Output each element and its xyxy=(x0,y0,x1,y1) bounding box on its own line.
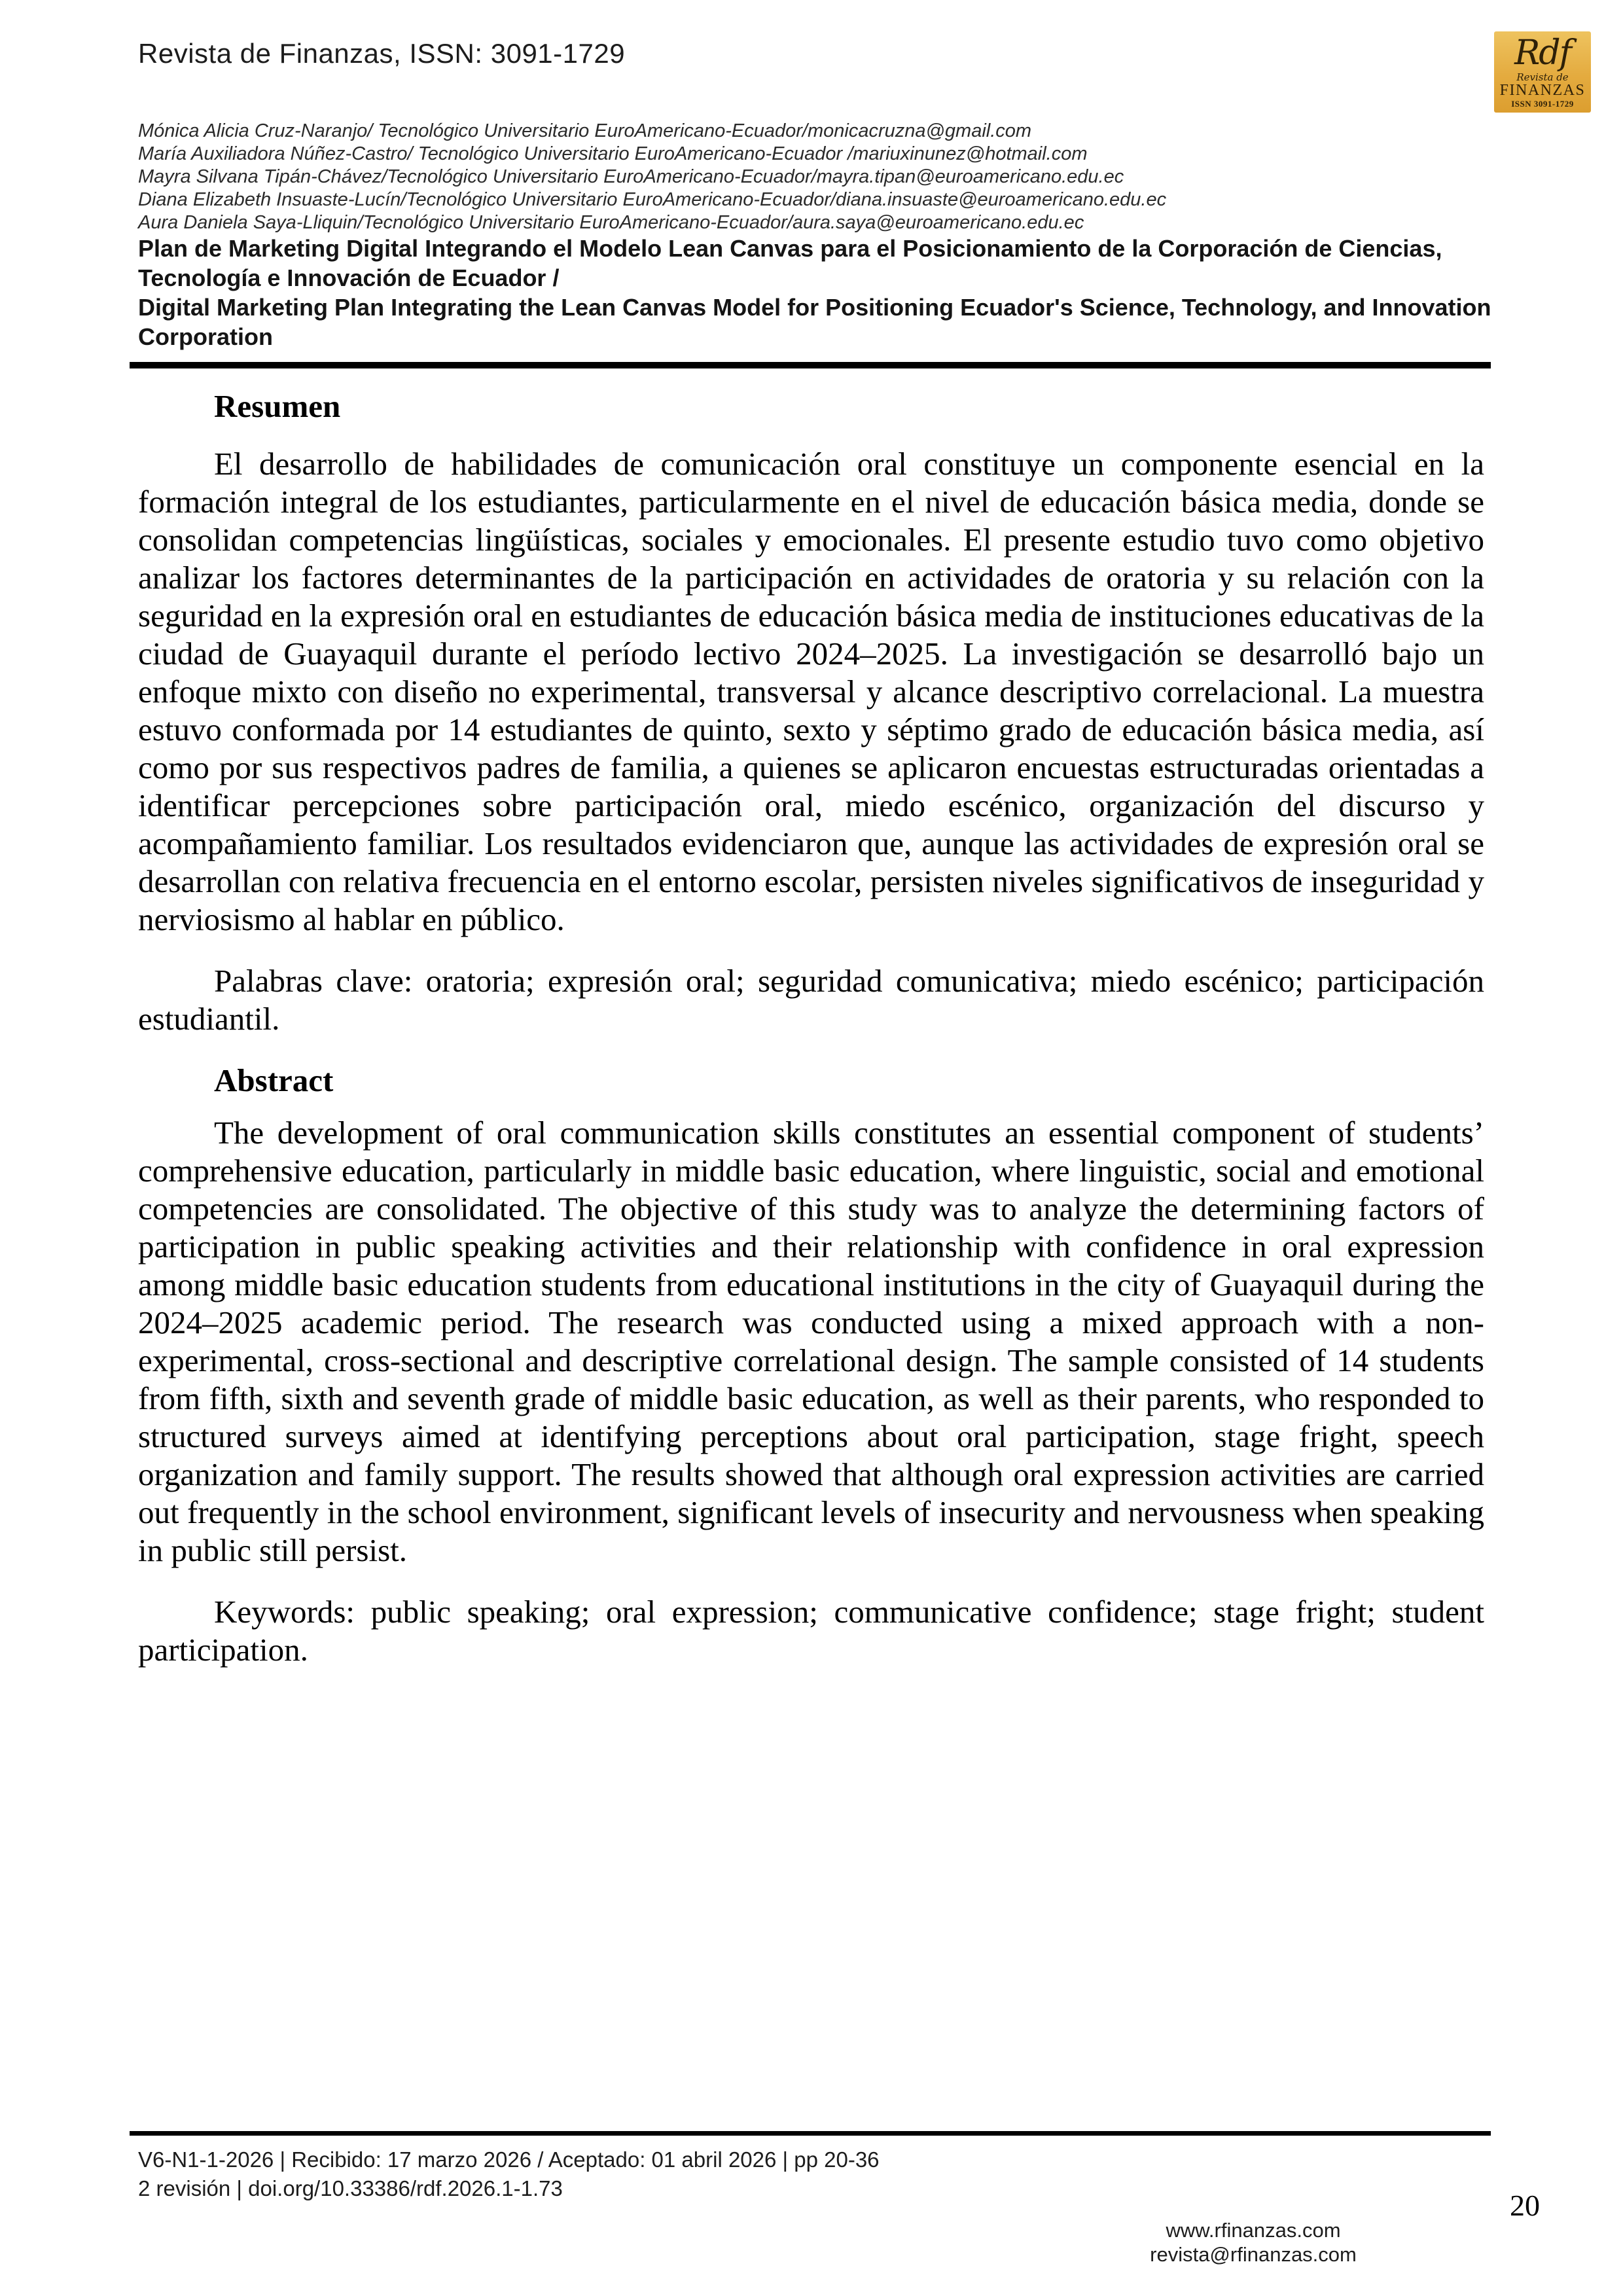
title-english: Digital Marketing Plan Integrating the Lean Canvas Model for Positioning Ecuador's Science, Technology, and Innovation Corporation xyxy=(138,294,1491,350)
journal-name: Revista de Finanzas, ISSN: 3091-1729 xyxy=(138,38,626,69)
website-link[interactable]: www.rfinanzas.com xyxy=(1166,2219,1341,2242)
footer-divider-rule xyxy=(130,2131,1491,2136)
resumen-paragraph: El desarrollo de habilidades de comunicación oral constituye un componente esencial en la formación integral de los estudiantes, particularmente en el nivel de educación básica media, donde se consolidan competencias lingüísticas, sociales y emocionales. El presente estudio tuvo como objetivo analizar los factores determinantes de la participación en actividades de oratoria y su relación con la seguridad en la expresión oral en estudiantes de educación básica media de instituciones educativas de la ciudad de Guayaquil durante el período lectivo 2024–2025. La investigación se desarrolló bajo un enfoque mixto con diseño no experimental, transversal y alcance descriptivo correlacional. La muestra estuvo conformada por 14 estudiantes de quinto, sexto y séptimo grado de educación básica media, así como por sus respectivos padres de familia, a quienes se aplicaron encuestas estructuradas orientadas a identificar percepciones sobre participación oral, miedo escénico, organización del discurso y acompañamiento familiar. Los resultados evidenciaron que, aunque las actividades de expresión oral se desarrollan con relativa frecuencia en el entorno escolar, persisten niveles significativos de inseguridad y nerviosismo al hablar en público. xyxy=(138,446,1484,937)
author-line-4: Diana Elizabeth Insuaste-Lucín/Tecnológico Universitario EuroAmericano-Ecuador/diana.insuaste@euroamericano.edu.ec xyxy=(138,189,1167,210)
author-line-5: Aura Daniela Saya-Lliquin/Tecnológico Universitario EuroAmericano-Ecuador/aura.saya@euroamericano.edu.ec xyxy=(138,212,1084,233)
footer-meta xyxy=(138,2145,880,2203)
article-body xyxy=(138,387,1484,1693)
footer-doi-line: 2 revisión | doi.org/10.33386/rdf.2026.1-1.73 xyxy=(138,2176,563,2200)
author-line-2: María Auxiliadora Núñez-Castro/ Tecnológico Universitario EuroAmericano-Ecuador /mariuxinunez@hotmail.com xyxy=(138,143,1088,164)
logo-revista-text: Revista de xyxy=(1516,71,1569,83)
page-number: 20 xyxy=(1510,2189,1540,2222)
title-block xyxy=(138,234,1499,351)
author-line-1: Mónica Alicia Cruz-Naranjo/ Tecnológico Universitario EuroAmericano-Ecuador/monicacruzna@gmail.com xyxy=(138,120,1032,141)
logo-monogram-icon: Rdf xyxy=(1514,33,1571,73)
email-link[interactable]: revista@rfinanzas.com xyxy=(1150,2243,1357,2266)
footer-issue-line: V6-N1-1-2026 | Recibido: 17 marzo 2026 / Aceptado: 01 abril 2026 | pp 20-36 xyxy=(138,2147,880,2172)
title-spanish: Plan de Marketing Digital Integrando el Modelo Lean Canvas para el Posicionamiento de la Corporación de Ciencias, Tecnología e Innovación de Ecuador / xyxy=(138,235,1442,291)
resumen-heading: Resumen xyxy=(214,388,341,424)
journal-logo xyxy=(1494,31,1591,113)
logo-finanzas-text: FINANZAS xyxy=(1499,81,1586,99)
title-divider-rule xyxy=(130,362,1491,368)
palabras-clave-line: Palabras clave: oratoria; expresión oral; seguridad comunicativa; miedo escénico; participación estudiantil. xyxy=(138,963,1484,1037)
abstract-heading: Abstract xyxy=(214,1062,334,1098)
author-line-3: Mayra Silvana Tipán-Chávez/Tecnológico Universitario EuroAmericano-Ecuador/mayra.tipan@euroamericano.edu.ec xyxy=(138,166,1124,187)
logo-issn-text: ISSN 3091-1729 xyxy=(1511,98,1574,109)
footer-contact xyxy=(1057,2218,1450,2267)
author-list xyxy=(138,120,1506,234)
abstract-paragraph: The development of oral communication skills constitutes an essential component of students’ comprehensive education, particularly in middle basic education, where linguistic, social and emotional competencies are consolidated. The objective of this study was to analyze the determining factors of participation in public speaking activities and their relationship with confidence in oral expression among middle basic education students from educational institutions in the city of Guayaquil during the 2024–2025 academic period. The research was conducted using a mixed approach with a non-experimental, cross-sectional and descriptive correlational design. The sample consisted of 14 students from fifth, sixth and seventh grade of middle basic education, as well as their parents, who responded to structured surveys aimed at identifying perceptions about oral participation, stage fright, speech organization and family support. The results showed that although oral expression activities are carried out frequently in the school environment, significant levels of insecurity and nervousness when speaking in public still persist. xyxy=(138,1115,1484,1568)
keywords-line: Keywords: public speaking; oral expression; communicative confidence; stage fright; student participation. xyxy=(138,1594,1484,1668)
